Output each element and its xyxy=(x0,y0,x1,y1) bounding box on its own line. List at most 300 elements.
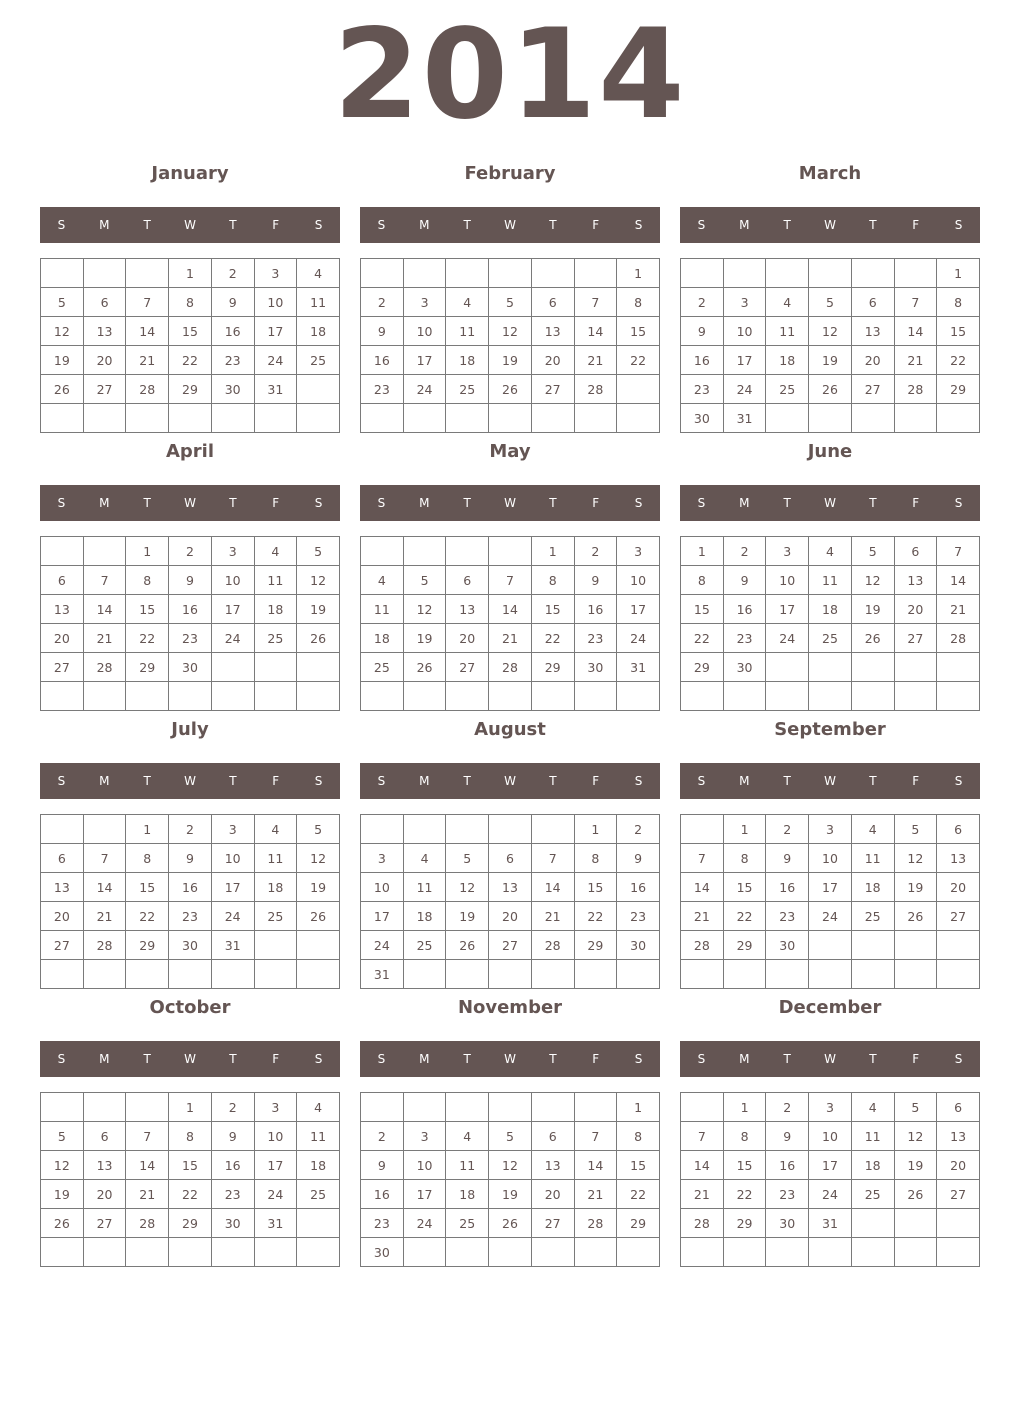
day-cell: 14 xyxy=(83,873,126,902)
day-cell: 23 xyxy=(681,375,724,404)
weekday-label: W xyxy=(824,218,836,232)
weekday-label: T xyxy=(549,1052,557,1066)
day-cell xyxy=(126,1093,169,1122)
day-cell xyxy=(254,960,297,989)
day-cell: 22 xyxy=(126,624,169,653)
day-cell xyxy=(403,1238,446,1267)
day-cell: 29 xyxy=(169,375,212,404)
day-cell: 14 xyxy=(574,1151,617,1180)
day-cell: 9 xyxy=(617,844,660,873)
week-row xyxy=(361,653,660,682)
week-row xyxy=(361,624,660,653)
day-cell: 12 xyxy=(41,317,84,346)
week-row xyxy=(361,682,660,711)
day-cell: 15 xyxy=(574,873,617,902)
weekday-label: W xyxy=(504,496,516,510)
day-cell: 4 xyxy=(254,815,297,844)
weekday-header xyxy=(680,485,980,521)
day-cell: 15 xyxy=(617,317,660,346)
day-cell: 5 xyxy=(894,815,937,844)
day-cell xyxy=(937,682,980,711)
weekday-label: M xyxy=(99,1052,110,1066)
weekday-header xyxy=(360,1041,660,1077)
weekday-label: T xyxy=(463,218,471,232)
day-cell: 3 xyxy=(403,288,446,317)
day-cell: 29 xyxy=(126,931,169,960)
day-cell: 1 xyxy=(723,1093,766,1122)
week-row xyxy=(681,288,980,317)
month-name: October xyxy=(149,997,231,1018)
weekday-label: S xyxy=(377,496,386,510)
day-cell xyxy=(894,653,937,682)
weekday-label: M xyxy=(419,1052,430,1066)
day-cell: 19 xyxy=(809,346,852,375)
day-cell: 3 xyxy=(254,259,297,288)
day-cell: 6 xyxy=(531,288,574,317)
day-cell: 30 xyxy=(681,404,724,433)
day-cell xyxy=(83,1093,126,1122)
day-cell: 7 xyxy=(489,566,532,595)
day-cell: 8 xyxy=(169,288,212,317)
day-cell: 22 xyxy=(617,1180,660,1209)
week-row xyxy=(681,1122,980,1151)
day-cell xyxy=(489,682,532,711)
day-cell xyxy=(723,259,766,288)
day-cell xyxy=(681,1238,724,1267)
week-row xyxy=(681,873,980,902)
day-cell: 16 xyxy=(169,873,212,902)
weekday-label: W xyxy=(184,218,196,232)
month-name: April xyxy=(165,441,215,462)
day-cell: 18 xyxy=(361,624,404,653)
day-cell: 20 xyxy=(531,346,574,375)
day-cell: 4 xyxy=(851,1093,894,1122)
day-cell: 23 xyxy=(617,902,660,931)
day-cell: 9 xyxy=(211,1122,254,1151)
week-row xyxy=(361,537,660,566)
day-cell xyxy=(254,1238,297,1267)
day-cell: 13 xyxy=(83,1151,126,1180)
week-row xyxy=(681,1093,980,1122)
weekday-label: T xyxy=(869,496,877,510)
day-cell xyxy=(403,259,446,288)
weekday-label: M xyxy=(419,218,430,232)
day-cell: 28 xyxy=(83,653,126,682)
day-cell: 6 xyxy=(446,566,489,595)
day-cell xyxy=(894,404,937,433)
day-cell: 30 xyxy=(211,375,254,404)
day-cell: 16 xyxy=(681,346,724,375)
week-row xyxy=(681,960,980,989)
day-cell: 29 xyxy=(574,931,617,960)
day-cell: 4 xyxy=(851,815,894,844)
day-cell: 21 xyxy=(574,1180,617,1209)
days-table xyxy=(40,814,340,989)
day-cell xyxy=(617,682,660,711)
day-cell: 12 xyxy=(894,844,937,873)
day-cell xyxy=(297,682,340,711)
day-cell: 25 xyxy=(851,902,894,931)
day-cell: 5 xyxy=(403,566,446,595)
day-cell: 28 xyxy=(83,931,126,960)
week-row xyxy=(361,288,660,317)
day-cell: 16 xyxy=(766,1151,809,1180)
weekday-label: T xyxy=(783,496,791,510)
day-cell: 6 xyxy=(531,1122,574,1151)
day-cell: 27 xyxy=(446,653,489,682)
day-cell: 27 xyxy=(41,653,84,682)
day-cell: 11 xyxy=(809,566,852,595)
day-cell: 1 xyxy=(169,259,212,288)
day-cell: 16 xyxy=(169,595,212,624)
day-cell: 2 xyxy=(211,259,254,288)
day-cell: 7 xyxy=(126,288,169,317)
day-cell: 18 xyxy=(446,1180,489,1209)
day-cell: 30 xyxy=(617,931,660,960)
day-cell: 8 xyxy=(531,566,574,595)
day-cell: 6 xyxy=(937,1093,980,1122)
day-cell: 26 xyxy=(403,653,446,682)
day-cell: 8 xyxy=(169,1122,212,1151)
day-cell: 25 xyxy=(403,931,446,960)
day-cell: 21 xyxy=(531,902,574,931)
day-cell: 5 xyxy=(809,288,852,317)
day-cell: 3 xyxy=(254,1093,297,1122)
day-cell: 19 xyxy=(297,873,340,902)
day-cell xyxy=(403,815,446,844)
day-cell: 21 xyxy=(489,624,532,653)
day-cell xyxy=(297,1209,340,1238)
day-cell: 7 xyxy=(937,537,980,566)
day-cell: 27 xyxy=(937,902,980,931)
day-cell: 7 xyxy=(83,566,126,595)
day-cell: 15 xyxy=(531,595,574,624)
day-cell: 13 xyxy=(531,1151,574,1180)
day-cell: 6 xyxy=(894,537,937,566)
day-cell: 10 xyxy=(809,844,852,873)
day-cell: 19 xyxy=(894,873,937,902)
weekday-label: F xyxy=(912,496,920,510)
day-cell: 8 xyxy=(681,566,724,595)
weekday-label: T xyxy=(463,496,471,510)
weekday-label: F xyxy=(592,774,600,788)
weekday-label: S xyxy=(697,1052,706,1066)
day-cell xyxy=(937,931,980,960)
day-cell: 22 xyxy=(723,1180,766,1209)
day-cell: 13 xyxy=(489,873,532,902)
day-cell: 24 xyxy=(361,931,404,960)
day-cell xyxy=(297,375,340,404)
week-row xyxy=(41,288,340,317)
day-cell: 12 xyxy=(403,595,446,624)
day-cell: 9 xyxy=(361,1151,404,1180)
day-cell: 5 xyxy=(489,288,532,317)
day-cell: 13 xyxy=(41,595,84,624)
day-cell: 4 xyxy=(361,566,404,595)
day-cell: 2 xyxy=(574,537,617,566)
weekday-label: T xyxy=(229,1052,237,1066)
day-cell: 18 xyxy=(254,873,297,902)
day-cell: 25 xyxy=(254,902,297,931)
day-cell xyxy=(169,682,212,711)
day-cell: 13 xyxy=(446,595,489,624)
day-cell: 2 xyxy=(766,815,809,844)
day-cell: 20 xyxy=(851,346,894,375)
month-name: March xyxy=(798,163,862,184)
day-cell xyxy=(681,682,724,711)
day-cell: 21 xyxy=(574,346,617,375)
day-cell xyxy=(361,1093,404,1122)
day-cell: 9 xyxy=(766,844,809,873)
day-cell: 4 xyxy=(403,844,446,873)
day-cell xyxy=(809,960,852,989)
week-row xyxy=(361,404,660,433)
day-cell: 18 xyxy=(297,1151,340,1180)
day-cell: 17 xyxy=(766,595,809,624)
day-cell xyxy=(126,682,169,711)
day-cell: 4 xyxy=(446,1122,489,1151)
day-cell: 25 xyxy=(361,653,404,682)
day-cell: 22 xyxy=(531,624,574,653)
day-cell: 6 xyxy=(489,844,532,873)
week-row xyxy=(41,1151,340,1180)
day-cell xyxy=(489,1093,532,1122)
day-cell: 12 xyxy=(489,1151,532,1180)
day-cell: 25 xyxy=(851,1180,894,1209)
weekday-label: W xyxy=(824,496,836,510)
day-cell: 24 xyxy=(809,1180,852,1209)
day-cell: 19 xyxy=(446,902,489,931)
day-cell: 6 xyxy=(41,844,84,873)
day-cell: 10 xyxy=(254,1122,297,1151)
day-cell: 31 xyxy=(254,375,297,404)
day-cell: 28 xyxy=(126,375,169,404)
day-cell: 18 xyxy=(403,902,446,931)
week-row xyxy=(41,844,340,873)
day-cell: 26 xyxy=(446,931,489,960)
weekday-header xyxy=(680,763,980,799)
day-cell: 14 xyxy=(574,317,617,346)
day-cell xyxy=(617,404,660,433)
day-cell: 17 xyxy=(617,595,660,624)
weekday-label: T xyxy=(143,496,151,510)
day-cell xyxy=(254,931,297,960)
day-cell xyxy=(41,404,84,433)
day-cell: 3 xyxy=(403,1122,446,1151)
day-cell xyxy=(894,931,937,960)
day-cell xyxy=(851,1209,894,1238)
day-cell: 7 xyxy=(574,288,617,317)
day-cell: 17 xyxy=(254,1151,297,1180)
day-cell: 31 xyxy=(211,931,254,960)
day-cell: 6 xyxy=(937,815,980,844)
day-cell: 11 xyxy=(851,1122,894,1151)
weekday-label: W xyxy=(184,496,196,510)
day-cell: 11 xyxy=(297,288,340,317)
day-cell xyxy=(851,1238,894,1267)
day-cell xyxy=(617,1238,660,1267)
day-cell: 4 xyxy=(254,537,297,566)
day-cell: 29 xyxy=(126,653,169,682)
weekday-label: T xyxy=(549,496,557,510)
weekday-label: M xyxy=(739,496,750,510)
day-cell: 19 xyxy=(489,346,532,375)
day-cell xyxy=(41,1238,84,1267)
day-cell: 27 xyxy=(894,624,937,653)
week-row xyxy=(41,960,340,989)
day-cell: 9 xyxy=(361,317,404,346)
day-cell: 29 xyxy=(531,653,574,682)
weekday-label: M xyxy=(739,1052,750,1066)
day-cell: 19 xyxy=(489,1180,532,1209)
day-cell: 13 xyxy=(531,317,574,346)
day-cell xyxy=(531,960,574,989)
month-name: June xyxy=(807,441,853,462)
day-cell xyxy=(211,960,254,989)
day-cell xyxy=(83,682,126,711)
weekday-label: S xyxy=(57,496,66,510)
day-cell: 10 xyxy=(403,1151,446,1180)
day-cell: 28 xyxy=(574,1209,617,1238)
week-row xyxy=(361,1093,660,1122)
day-cell: 9 xyxy=(574,566,617,595)
day-cell: 28 xyxy=(126,1209,169,1238)
weekday-label: W xyxy=(824,774,836,788)
day-cell xyxy=(574,682,617,711)
day-cell: 14 xyxy=(489,595,532,624)
day-cell: 14 xyxy=(937,566,980,595)
day-cell xyxy=(297,404,340,433)
day-cell: 12 xyxy=(851,566,894,595)
days-table xyxy=(40,536,340,711)
week-row xyxy=(681,1238,980,1267)
day-cell xyxy=(297,960,340,989)
weekday-label: F xyxy=(912,218,920,232)
day-cell xyxy=(681,815,724,844)
day-cell xyxy=(574,404,617,433)
day-cell xyxy=(361,404,404,433)
day-cell: 5 xyxy=(894,1093,937,1122)
day-cell: 7 xyxy=(574,1122,617,1151)
day-cell: 28 xyxy=(489,653,532,682)
day-cell: 1 xyxy=(574,815,617,844)
day-cell xyxy=(531,1238,574,1267)
day-cell: 17 xyxy=(723,346,766,375)
month-name: September xyxy=(774,719,886,740)
day-cell: 10 xyxy=(766,566,809,595)
day-cell: 19 xyxy=(851,595,894,624)
week-row xyxy=(681,1180,980,1209)
day-cell: 13 xyxy=(851,317,894,346)
weekday-label: W xyxy=(824,1052,836,1066)
day-cell: 11 xyxy=(254,844,297,873)
day-cell: 25 xyxy=(446,1209,489,1238)
day-cell xyxy=(574,259,617,288)
day-cell: 27 xyxy=(531,1209,574,1238)
weekday-label: S xyxy=(697,218,706,232)
days-table xyxy=(40,258,340,433)
day-cell: 18 xyxy=(446,346,489,375)
day-cell xyxy=(297,931,340,960)
day-cell: 2 xyxy=(681,288,724,317)
day-cell xyxy=(403,960,446,989)
day-cell: 5 xyxy=(446,844,489,873)
week-row xyxy=(681,815,980,844)
day-cell: 1 xyxy=(531,537,574,566)
day-cell: 11 xyxy=(403,873,446,902)
day-cell: 22 xyxy=(169,346,212,375)
day-cell xyxy=(446,815,489,844)
day-cell: 9 xyxy=(211,288,254,317)
week-row xyxy=(361,375,660,404)
day-cell: 17 xyxy=(361,902,404,931)
weekday-label: W xyxy=(504,218,516,232)
day-cell: 21 xyxy=(681,1180,724,1209)
day-cell: 8 xyxy=(937,288,980,317)
day-cell xyxy=(489,537,532,566)
day-cell: 28 xyxy=(531,931,574,960)
week-row xyxy=(41,682,340,711)
day-cell: 4 xyxy=(446,288,489,317)
day-cell: 10 xyxy=(723,317,766,346)
day-cell: 26 xyxy=(41,375,84,404)
weekday-label: T xyxy=(463,774,471,788)
day-cell: 24 xyxy=(723,375,766,404)
day-cell: 14 xyxy=(681,1151,724,1180)
day-cell: 16 xyxy=(766,873,809,902)
day-cell: 21 xyxy=(126,346,169,375)
day-cell: 14 xyxy=(894,317,937,346)
day-cell xyxy=(809,682,852,711)
day-cell xyxy=(446,1238,489,1267)
day-cell: 18 xyxy=(851,873,894,902)
weekday-label: F xyxy=(272,1052,280,1066)
day-cell: 31 xyxy=(809,1209,852,1238)
day-cell xyxy=(894,1209,937,1238)
day-cell: 13 xyxy=(937,844,980,873)
day-cell xyxy=(446,537,489,566)
day-cell: 23 xyxy=(169,624,212,653)
day-cell: 1 xyxy=(617,1093,660,1122)
day-cell xyxy=(894,682,937,711)
week-row xyxy=(361,960,660,989)
day-cell: 26 xyxy=(297,902,340,931)
week-row xyxy=(41,1238,340,1267)
day-cell: 26 xyxy=(809,375,852,404)
day-cell: 15 xyxy=(723,1151,766,1180)
week-row xyxy=(681,317,980,346)
day-cell: 20 xyxy=(894,595,937,624)
year-title: 2014 xyxy=(333,3,687,147)
day-cell: 3 xyxy=(723,288,766,317)
day-cell xyxy=(809,404,852,433)
days-table xyxy=(680,1092,980,1267)
day-cell xyxy=(851,404,894,433)
day-cell: 24 xyxy=(617,624,660,653)
week-row xyxy=(41,259,340,288)
week-row xyxy=(41,1122,340,1151)
day-cell: 2 xyxy=(766,1093,809,1122)
day-cell xyxy=(211,682,254,711)
day-cell: 27 xyxy=(83,375,126,404)
week-row xyxy=(681,653,980,682)
weekday-label: T xyxy=(229,774,237,788)
day-cell: 8 xyxy=(126,844,169,873)
day-cell: 3 xyxy=(809,1093,852,1122)
day-cell: 23 xyxy=(574,624,617,653)
days-table xyxy=(680,536,980,711)
day-cell: 17 xyxy=(211,595,254,624)
